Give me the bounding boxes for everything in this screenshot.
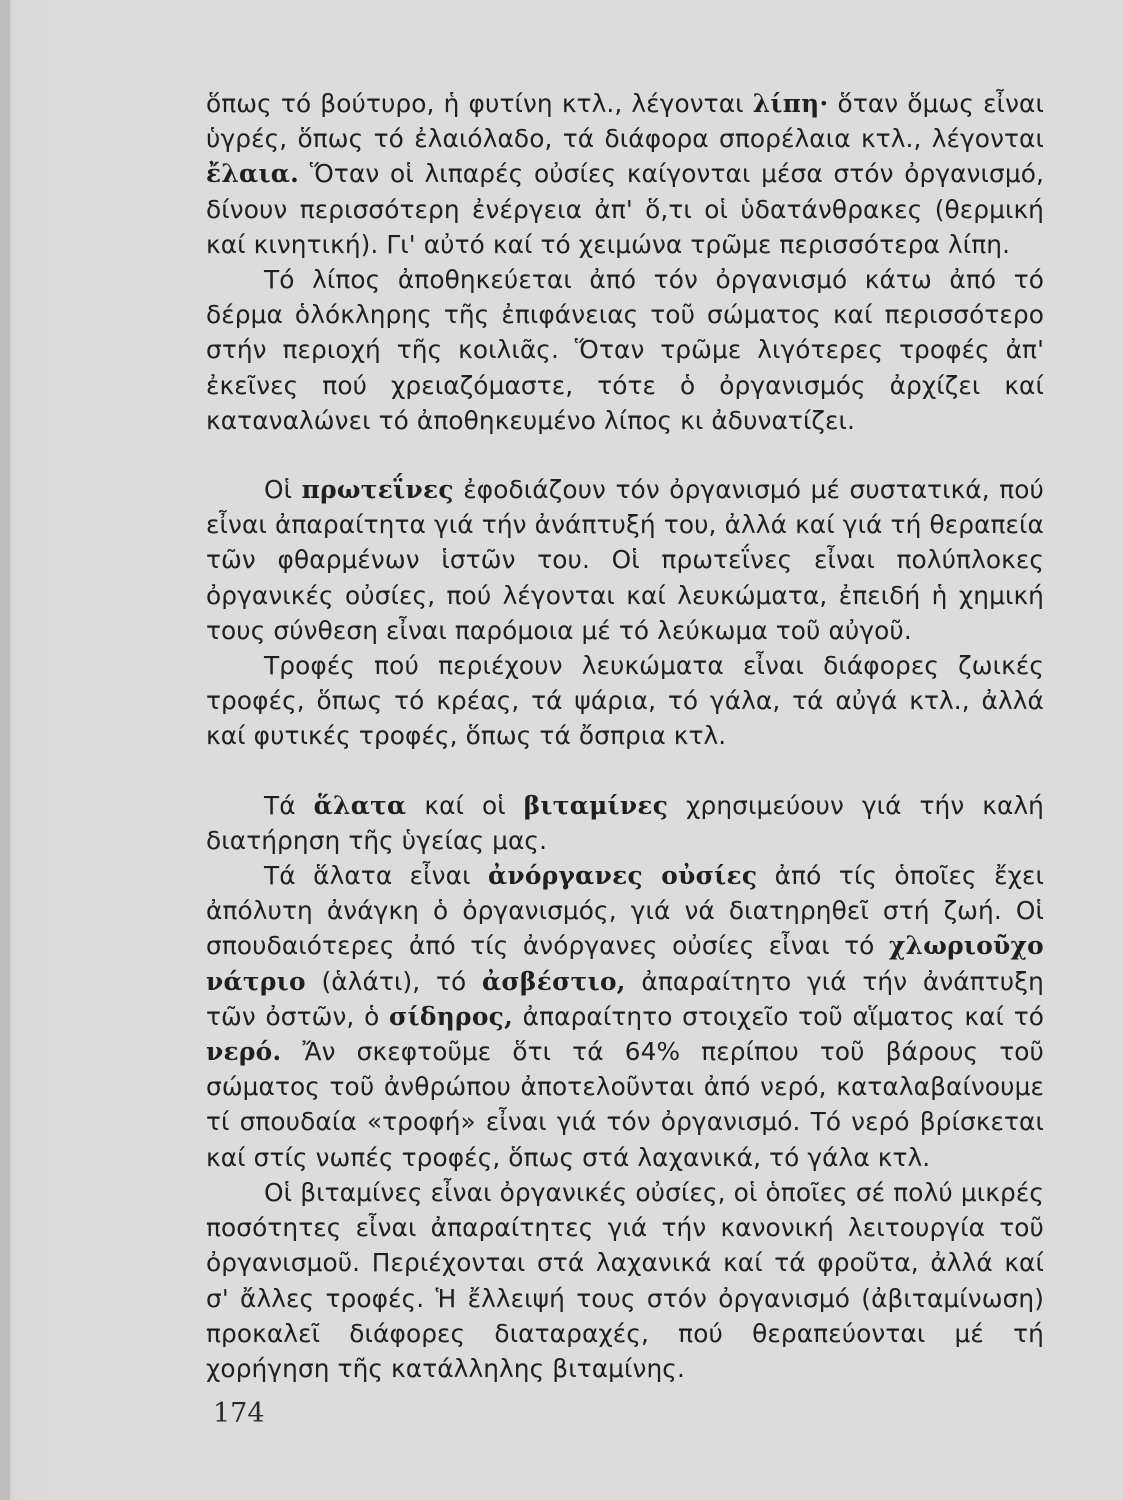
paragraph [206,788,1044,858]
text-run: Τό λίπος ἀποθηκεύεται ἀπό τόν ὀργανισμό κάτω ἀπό τό δέρμα ὁλόκληρης τῆς ἐπιφάνειας τοῦ σώματος καί περισσότερο στήν περιοχή τῆς κοιλιᾶς. Ὅταν τρῶμε λιγότερες τροφές ἀπ' ἐκεῖνες πού χρειαζόμαστε, τότε ὁ ὀργανισμός ἀρχίζει καί καταναλώνει τό ἀποθηκευμένο λίπος κι ἀδυνατίζει. [206,265,1044,435]
keyword: πρωτεΐνες [301,475,454,505]
page-number: 174 [213,1398,265,1429]
text-run: χρησιμεύουν γιά τήν καλή διατήρηση τῆς ὑγείας μας. [206,790,1044,855]
page-spine-shadow [0,0,10,1500]
keyword: βιταμίνες [523,790,669,820]
paragraph [206,858,1044,1175]
keyword: νερό. [206,1037,282,1067]
body-text [206,86,1044,1386]
text-run: ἐφοδιάζουν τόν ὀργανισμό μέ συστατικά, πού εἶναι ἀπαραίτητα γιά τήν ἀνάπτυξή του, ἀλλά καί γιά τή θεραπεία τῶν φθαρμένων ἱστῶν του. Οἱ πρωτεΐνες εἶναι πολύπλοκες ὀργανικές οὐσίες, πού λέγονται καί λευκώματα, ἐπειδή ἡ χημική τους σύνθεση εἶναι παρόμοια μέ τό λεύκωμα τοῦ αὐγοῦ. [206,475,1044,645]
text-run: Τά ἅλατα εἶναι [264,861,488,891]
keyword: ἅλατα [313,790,407,820]
text-run: ἀπαραίτητο γιά τήν ἀνάπτυξη τῶν ὀστῶν, ὁ [206,966,1044,1031]
paragraph [206,472,1044,648]
text-run: ἀπαραίτητο στοιχεῖο τοῦ αἵματος καί τό [513,1001,1044,1031]
keyword: ἔλαια. [206,159,300,189]
paragraph [206,86,1044,262]
text-run: Τά [264,790,314,820]
text-run: (ἁλάτι), τό [305,966,482,996]
paragraph [206,262,1044,438]
text-run: Ἄν σκεφτοῦμε ὅτι τά 64% περίπου τοῦ βάρους τοῦ σώματος τοῦ ἀνθρώπου ἀποτελοῦνται ἀπό νερό, καταλαβαίνουμε τί σπουδαία «τροφή» εἶναι γιά τόν ὀργανισμό. Τό νερό βρίσκεται καί στίς νωπές τροφές, ὅπως στά λαχανικά, τό γάλα κτλ. [206,1037,1044,1172]
text-run: ὅταν ὅμως εἶναι ὑγρές, ὅπως τό ἐλαιόλαδο, τά διάφορα σπορέλαια κτλ., λέγονται [206,89,1044,154]
keyword: σίδηρος, [389,1001,514,1031]
text-run: Τροφές πού περιέχουν λευκώματα εἶναι διάφορες ζωικές τροφές, ὅπως τό κρέας, τά ψάρια, τό γάλα, τά αὐγά κτλ., ἀλλά καί φυτικές τροφές, ὅπως τά ὄσπρια κτλ. [206,651,1044,751]
keyword: ἀσβέστιο, [481,966,626,996]
keyword: ἀνόργανες οὐσίες [488,861,758,891]
paragraph [206,648,1044,754]
text-run: Οἱ βιταμίνες εἶναι ὀργανικές οὐσίες, οἱ ὁποῖες σέ πολύ μικρές ποσότητες εἶναι ἀπαραίτητες γιά τήν κανονική λειτουργία τοῦ ὀργανισμοῦ. Περιέχονται στά λαχανικά καί τά φροῦτα, ἀλλά καί σ' ἄλλες τροφές. Ἡ ἔλλειψή τους στόν ὀργανισμό (ἀβιταμίνωση) προκαλεῖ διάφορες διαταραχές, πού θεραπεύονται μέ τή χορήγηση τῆς κατάλληλης βιταμίνης. [206,1177,1044,1383]
paragraph [206,1175,1044,1386]
keyword: χλωριοῦχο νάτριο [206,931,1044,996]
text-run: Ὅταν οἱ λιπαρές οὐσίες καίγονται μέσα στόν ὀργανισμό, δίνουν περισσότερη ἐνέργεια ἀπ' ὅ,τι οἱ ὑδατάνθρακες (θερμική καί κινητική). Γι' αὐτό καί τό χειμώνα τρῶμε περισσότερα λίπη. [206,159,1044,259]
text-run: ὅπως τό βούτυρο, ἡ φυτίνη κτλ., λέγονται [206,89,753,118]
keyword: λίπη· [752,89,829,118]
text-run: καί οἱ [406,790,524,820]
text-run: ἀπό τίς ὁποῖες ἔχει ἀπόλυτη ἀνάγκη ὁ ὀργανισμός, γιά νά διατηρηθεῖ στή ζωή. Οἱ σπουδαιότερες ἀπό τίς ἀνόργανες οὐσίες εἶναι τό [206,861,1044,961]
text-run: Οἱ [264,475,302,505]
